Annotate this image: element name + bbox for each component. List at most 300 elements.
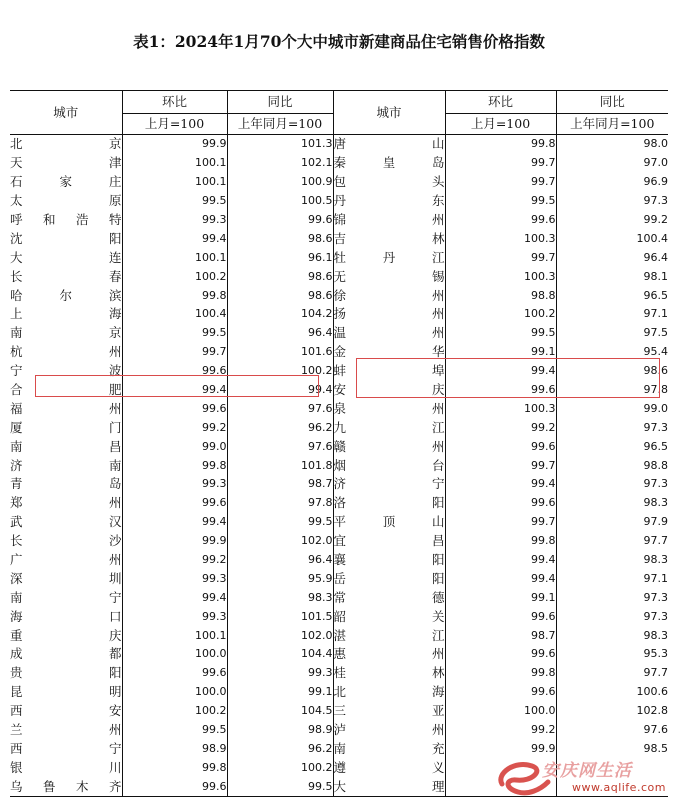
city-name-right-cell	[333, 362, 445, 381]
city-name-left: 杭州	[10, 344, 122, 360]
yoy-value-left: 99.5	[227, 777, 333, 796]
yoy-value-left: 100.5	[227, 192, 333, 211]
table-row	[10, 588, 668, 607]
city-name-left: 西宁	[10, 740, 122, 756]
yoy-value-right: 97.5	[556, 324, 668, 343]
city-name-right: 徐州	[333, 287, 445, 303]
watermark	[492, 752, 677, 802]
mom-value-right: 99.8	[445, 664, 556, 683]
yoy-value-right: 100.4	[556, 229, 668, 248]
city-name-left-cell	[10, 267, 122, 286]
yoy-value-left: 102.0	[227, 532, 333, 551]
city-name-right: 济宁	[333, 476, 445, 492]
yoy-value-right: 96.5	[556, 437, 668, 456]
city-name-left: 广州	[10, 552, 122, 568]
table-row	[10, 267, 668, 286]
yoy-value-right: 98.3	[556, 551, 668, 570]
city-name-left: 宁波	[10, 363, 122, 379]
city-name-left-cell	[10, 607, 122, 626]
city-name-left-cell	[10, 456, 122, 475]
city-name-right-cell	[333, 286, 445, 305]
mom-value-right: 98.8	[445, 286, 556, 305]
yoy-value-right: 96.9	[556, 173, 668, 192]
city-name-left: 昆明	[10, 684, 122, 700]
yoy-value-right: 99.0	[556, 399, 668, 418]
city-name-left: 深圳	[10, 570, 122, 586]
city-name-left: 长春	[10, 268, 122, 284]
mom-value-left: 100.1	[122, 173, 227, 192]
table-row	[10, 399, 668, 418]
header-yoy-right: 同比	[556, 91, 668, 114]
city-name-left: 天津	[10, 155, 122, 171]
city-name-right-cell	[333, 381, 445, 400]
city-name-left-cell	[10, 569, 122, 588]
city-name-right: 赣州	[333, 438, 445, 454]
yoy-value-left: 97.6	[227, 437, 333, 456]
table-row	[10, 683, 668, 702]
table-row	[10, 343, 668, 362]
mom-value-right: 98.7	[445, 626, 556, 645]
yoy-value-left: 97.6	[227, 399, 333, 418]
city-name-right-cell	[333, 513, 445, 532]
table-row	[10, 324, 668, 343]
yoy-value-left: 100.2	[227, 758, 333, 777]
yoy-value-left: 99.4	[227, 381, 333, 400]
table-row	[10, 551, 668, 570]
yoy-value-right: 97.0	[556, 154, 668, 173]
city-name-right-cell	[333, 721, 445, 740]
table-row	[10, 664, 668, 683]
mom-value-right: 99.6	[445, 683, 556, 702]
page-title: 表1：2024年1月70个大中城市新建商品住宅销售价格指数	[133, 32, 545, 51]
yoy-value-left: 99.6	[227, 211, 333, 230]
city-name-right-cell	[333, 135, 445, 154]
mom-value-left: 99.9	[122, 135, 227, 154]
yoy-value-left: 98.6	[227, 229, 333, 248]
city-name-right: 蚌埠	[333, 363, 445, 379]
city-name-left: 合肥	[10, 382, 122, 398]
city-name-right-cell	[333, 551, 445, 570]
table-row	[10, 173, 668, 192]
yoy-value-right: 98.3	[556, 494, 668, 513]
city-name-left-cell	[10, 626, 122, 645]
mom-value-left: 99.3	[122, 569, 227, 588]
city-name-right: 唐山	[333, 136, 445, 152]
header-yoy-base-left: 上年同月=100	[227, 114, 333, 135]
city-name-right-cell	[333, 399, 445, 418]
yoy-value-right: 97.3	[556, 418, 668, 437]
city-name-left: 南京	[10, 325, 122, 341]
header-city-left: 城市	[10, 91, 122, 135]
yoy-value-left: 95.9	[227, 569, 333, 588]
city-name-left-cell	[10, 683, 122, 702]
yoy-value-right: 97.8	[556, 381, 668, 400]
city-name-left-cell	[10, 229, 122, 248]
table-row	[10, 248, 668, 267]
city-name-left-cell	[10, 154, 122, 173]
mom-value-left: 99.4	[122, 588, 227, 607]
mom-value-left: 99.0	[122, 437, 227, 456]
mom-value-left: 99.2	[122, 418, 227, 437]
yoy-value-right: 97.7	[556, 664, 668, 683]
city-name-left: 沈阳	[10, 230, 122, 246]
table-body	[10, 135, 668, 797]
city-name-left: 厦门	[10, 419, 122, 435]
table-row	[10, 702, 668, 721]
mom-value-left: 100.1	[122, 248, 227, 267]
price-index-table	[10, 90, 668, 797]
city-name-left-cell	[10, 343, 122, 362]
city-name-left: 青岛	[10, 476, 122, 492]
city-name-right-cell	[333, 683, 445, 702]
mom-value-left: 99.2	[122, 551, 227, 570]
city-name-right-cell	[333, 569, 445, 588]
mom-value-right: 99.9	[445, 740, 556, 759]
yoy-value-right: 97.6	[556, 721, 668, 740]
city-name-right: 包头	[333, 174, 445, 190]
mom-value-right: 99.2	[445, 418, 556, 437]
city-name-right-cell	[333, 418, 445, 437]
yoy-value-right: 98.1	[556, 267, 668, 286]
city-name-left-cell	[10, 286, 122, 305]
city-name-right: 金华	[333, 344, 445, 360]
mom-value-right: 100.3	[445, 399, 556, 418]
city-name-right: 扬州	[333, 306, 445, 322]
watermark-url: www.aqlife.com	[572, 781, 666, 794]
header-yoy-base-right: 上年同月=100	[556, 114, 668, 135]
mom-value-right: 99.6	[445, 607, 556, 626]
city-name-right-cell	[333, 702, 445, 721]
city-name-right: 丹东	[333, 193, 445, 209]
city-name-right-cell	[333, 305, 445, 324]
mom-value-left: 99.7	[122, 343, 227, 362]
city-name-left-cell	[10, 494, 122, 513]
yoy-value-left: 99.5	[227, 513, 333, 532]
city-name-right-cell	[333, 456, 445, 475]
city-name-left-cell	[10, 758, 122, 777]
city-name-right-cell	[333, 645, 445, 664]
city-name-left: 南昌	[10, 438, 122, 454]
table-row	[10, 192, 668, 211]
mom-value-left: 100.2	[122, 702, 227, 721]
mom-value-right: 99.7	[445, 154, 556, 173]
city-name-right: 秦皇岛	[333, 155, 445, 171]
city-name-left: 太原	[10, 193, 122, 209]
header-mom-base-right: 上月=100	[445, 114, 556, 135]
yoy-value-right: 98.3	[556, 626, 668, 645]
city-name-right-cell	[333, 248, 445, 267]
city-name-left-cell	[10, 475, 122, 494]
city-name-right-cell	[333, 475, 445, 494]
city-name-left: 兰州	[10, 722, 122, 738]
city-name-right-cell	[333, 626, 445, 645]
mom-value-right: 99.1	[445, 343, 556, 362]
city-name-left-cell	[10, 513, 122, 532]
yoy-value-right: 100.6	[556, 683, 668, 702]
table-row	[10, 305, 668, 324]
mom-value-left: 100.0	[122, 683, 227, 702]
city-name-left: 哈尔滨	[10, 287, 122, 303]
yoy-value-left: 100.9	[227, 173, 333, 192]
yoy-value-right: 98.5	[556, 740, 668, 759]
yoy-value-right: 97.3	[556, 192, 668, 211]
mom-value-left: 99.6	[122, 362, 227, 381]
city-name-left-cell	[10, 211, 122, 230]
city-name-left: 大连	[10, 249, 122, 265]
city-name-right: 襄阳	[333, 552, 445, 568]
mom-value-right: 100.2	[445, 305, 556, 324]
table-row	[10, 362, 668, 381]
city-name-left-cell	[10, 721, 122, 740]
city-name-left: 重庆	[10, 627, 122, 643]
city-name-right: 无锡	[333, 268, 445, 284]
city-name-right-cell	[333, 758, 445, 777]
city-name-right: 烟台	[333, 457, 445, 473]
mom-value-left: 99.6	[122, 494, 227, 513]
mom-value-right: 99.6	[445, 437, 556, 456]
table-row	[10, 607, 668, 626]
yoy-value-left: 102.1	[227, 154, 333, 173]
table-row	[10, 721, 668, 740]
city-name-right-cell	[333, 740, 445, 759]
city-name-left: 武汉	[10, 514, 122, 530]
mom-value-left: 99.6	[122, 777, 227, 796]
yoy-value-left: 99.3	[227, 664, 333, 683]
city-name-right-cell	[333, 173, 445, 192]
table-row	[10, 532, 668, 551]
city-name-right: 惠州	[333, 646, 445, 662]
header-city-right: 城市	[333, 91, 445, 135]
city-name-right: 南充	[333, 740, 445, 756]
table-row	[10, 456, 668, 475]
city-name-right: 三亚	[333, 703, 445, 719]
mom-value-left: 100.2	[122, 267, 227, 286]
city-name-right-cell	[333, 324, 445, 343]
city-name-right-cell	[333, 192, 445, 211]
yoy-value-left: 96.4	[227, 551, 333, 570]
mom-value-left: 100.0	[122, 645, 227, 664]
table-row	[10, 437, 668, 456]
city-name-right-cell	[333, 229, 445, 248]
mom-value-right: 99.8	[445, 532, 556, 551]
city-name-left: 银川	[10, 759, 122, 775]
city-name-right: 湛江	[333, 627, 445, 643]
city-name-right-cell	[333, 211, 445, 230]
city-name-right: 九江	[333, 419, 445, 435]
city-name-left-cell	[10, 248, 122, 267]
yoy-value-right: 97.1	[556, 569, 668, 588]
mom-value-left: 99.6	[122, 399, 227, 418]
city-name-right: 韶关	[333, 608, 445, 624]
mom-value-right: 99.6	[445, 645, 556, 664]
mom-value-left: 99.8	[122, 758, 227, 777]
mom-value-left: 99.5	[122, 721, 227, 740]
yoy-value-left: 98.6	[227, 286, 333, 305]
city-name-right-cell	[333, 437, 445, 456]
yoy-value-right: 97.7	[556, 532, 668, 551]
city-name-left: 海口	[10, 608, 122, 624]
city-name-left: 郑州	[10, 495, 122, 511]
mom-value-right: 100.0	[445, 702, 556, 721]
city-name-left: 长沙	[10, 533, 122, 549]
yoy-value-right: 99.2	[556, 211, 668, 230]
mom-value-right: 99.6	[445, 494, 556, 513]
city-name-left-cell	[10, 173, 122, 192]
table-row	[10, 418, 668, 437]
city-name-right: 锦州	[333, 212, 445, 227]
header-mom-base-left: 上月=100	[122, 114, 227, 135]
city-name-right-cell	[333, 154, 445, 173]
yoy-value-left: 104.4	[227, 645, 333, 664]
mom-value-left: 99.6	[122, 664, 227, 683]
header-mom-right: 环比	[445, 91, 556, 114]
yoy-value-right: 96.5	[556, 286, 668, 305]
mom-value-left: 99.3	[122, 211, 227, 230]
table-row	[10, 286, 668, 305]
mom-value-right: 99.4	[445, 569, 556, 588]
city-name-right: 北海	[333, 684, 445, 700]
city-name-right: 平顶山	[333, 514, 445, 530]
city-name-left: 南宁	[10, 589, 122, 605]
yoy-value-left: 101.8	[227, 456, 333, 475]
city-name-right: 遵义	[333, 759, 445, 775]
city-name-right: 岳阳	[333, 570, 445, 586]
mom-value-left: 99.4	[122, 513, 227, 532]
city-name-left-cell	[10, 324, 122, 343]
city-name-left-cell	[10, 664, 122, 683]
city-name-left: 上海	[10, 306, 122, 322]
yoy-value-left: 100.2	[227, 362, 333, 381]
yoy-value-left: 98.7	[227, 475, 333, 494]
yoy-value-left: 96.1	[227, 248, 333, 267]
city-name-left-cell	[10, 305, 122, 324]
city-name-right: 桂林	[333, 665, 445, 681]
table-row	[10, 475, 668, 494]
city-name-right: 洛阳	[333, 495, 445, 511]
city-name-right: 泸州	[333, 722, 445, 738]
city-name-right: 牡丹江	[333, 249, 445, 265]
table-row	[10, 229, 668, 248]
yoy-value-left: 98.9	[227, 721, 333, 740]
city-name-right-cell	[333, 532, 445, 551]
mom-value-left: 99.8	[122, 286, 227, 305]
yoy-value-left: 101.5	[227, 607, 333, 626]
yoy-value-left: 96.4	[227, 324, 333, 343]
mom-value-right: 99.7	[445, 456, 556, 475]
mom-value-right: 99.6	[445, 381, 556, 400]
table-row	[10, 626, 668, 645]
city-name-right-cell	[333, 267, 445, 286]
mom-value-left: 99.3	[122, 607, 227, 626]
yoy-value-right: 96.4	[556, 248, 668, 267]
yoy-value-left: 104.5	[227, 702, 333, 721]
city-name-left-cell	[10, 135, 122, 154]
yoy-value-right: 97.9	[556, 513, 668, 532]
city-name-left-cell	[10, 532, 122, 551]
table-row	[10, 211, 668, 230]
yoy-value-left: 102.0	[227, 626, 333, 645]
city-name-right-cell	[333, 664, 445, 683]
yoy-value-right: 95.3	[556, 645, 668, 664]
city-name-right: 安庆	[333, 382, 445, 398]
city-name-left: 北京	[10, 136, 122, 152]
city-name-left: 贵阳	[10, 665, 122, 681]
mom-value-left: 99.4	[122, 229, 227, 248]
mom-value-right: 99.4	[445, 551, 556, 570]
city-name-right: 宜昌	[333, 533, 445, 549]
city-name-left-cell	[10, 588, 122, 607]
mom-value-left: 100.4	[122, 305, 227, 324]
city-name-right-cell	[333, 588, 445, 607]
city-name-left-cell	[10, 418, 122, 437]
yoy-value-right: 97.1	[556, 305, 668, 324]
table-row	[10, 645, 668, 664]
watermark-brand: 安庆网生活	[542, 761, 632, 781]
city-name-left: 石家庄	[10, 174, 122, 190]
yoy-value-right: 95.4	[556, 343, 668, 362]
city-name-left-cell	[10, 740, 122, 759]
yoy-value-left: 101.3	[227, 135, 333, 154]
city-name-right-cell	[333, 343, 445, 362]
city-name-left-cell	[10, 362, 122, 381]
table-row	[10, 569, 668, 588]
city-name-left-cell	[10, 381, 122, 400]
city-name-right: 吉林	[333, 230, 445, 246]
yoy-value-left: 99.1	[227, 683, 333, 702]
city-name-left-cell	[10, 399, 122, 418]
yoy-value-right: 98.0	[556, 135, 668, 154]
city-name-right: 泉州	[333, 400, 445, 416]
mom-value-left: 99.4	[122, 381, 227, 400]
mom-value-right: 99.7	[445, 173, 556, 192]
mom-value-left: 99.8	[122, 456, 227, 475]
city-name-left-cell	[10, 702, 122, 721]
city-name-left-cell	[10, 192, 122, 211]
city-name-left: 呼和浩特	[10, 212, 122, 227]
yoy-value-left: 96.2	[227, 740, 333, 759]
mom-value-right: 99.5	[445, 324, 556, 343]
header-yoy-left: 同比	[227, 91, 333, 114]
city-name-right: 温州	[333, 325, 445, 341]
city-name-left-cell	[10, 777, 122, 796]
city-name-left: 济南	[10, 457, 122, 473]
mom-value-right: 100.3	[445, 229, 556, 248]
city-name-left-cell	[10, 551, 122, 570]
mom-value-left: 99.3	[122, 475, 227, 494]
yoy-value-right: 98.6	[556, 362, 668, 381]
city-name-left: 福州	[10, 400, 122, 416]
mom-value-right: 99.1	[445, 588, 556, 607]
yoy-value-left: 96.2	[227, 418, 333, 437]
mom-value-right: 99.7	[445, 513, 556, 532]
city-name-left-cell	[10, 645, 122, 664]
city-name-right-cell	[333, 607, 445, 626]
table-row	[10, 135, 668, 154]
mom-value-right: 99.4	[445, 475, 556, 494]
mom-value-left: 99.5	[122, 324, 227, 343]
mom-value-right: 100.3	[445, 267, 556, 286]
city-name-right: 大理	[333, 778, 445, 794]
mom-value-left: 99.9	[122, 532, 227, 551]
yoy-value-right: 98.8	[556, 456, 668, 475]
table-row	[10, 513, 668, 532]
yoy-value-right: 97.3	[556, 588, 668, 607]
mom-value-left: 99.5	[122, 192, 227, 211]
city-name-left: 乌鲁木齐	[10, 778, 122, 794]
table-row	[10, 154, 668, 173]
mom-value-right: 99.4	[445, 362, 556, 381]
table-row	[10, 381, 668, 400]
